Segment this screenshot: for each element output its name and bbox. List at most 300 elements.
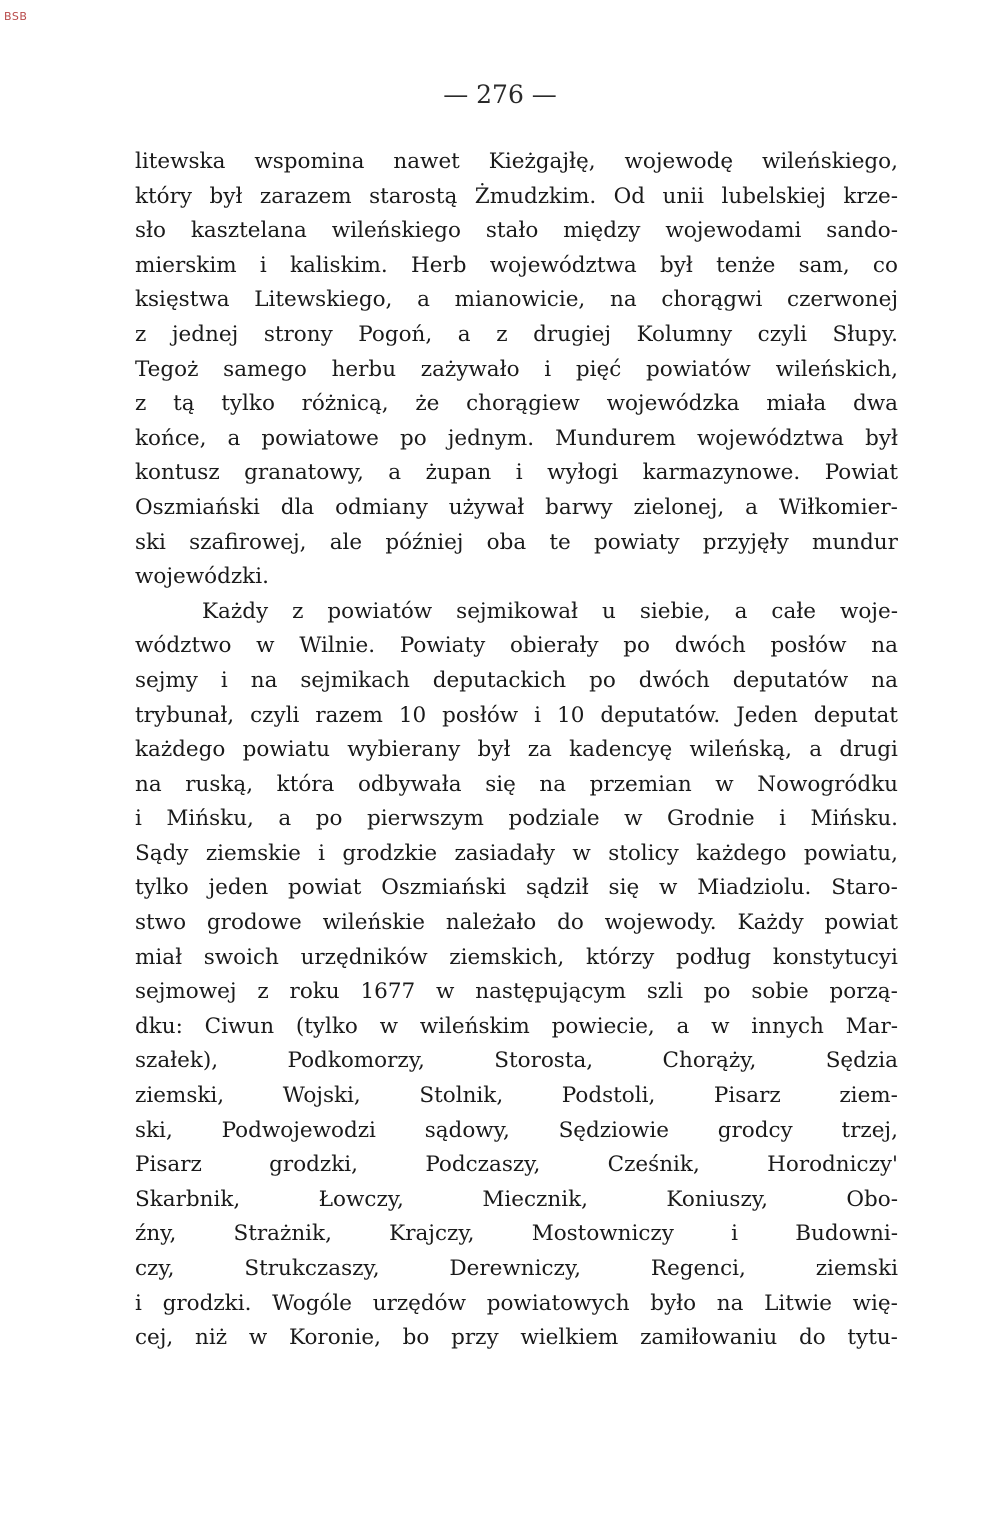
text-line xyxy=(135,1148,898,1183)
text-line xyxy=(135,975,898,1010)
text-line xyxy=(135,456,898,491)
word: wybierany xyxy=(347,737,461,763)
word: używał xyxy=(448,494,525,520)
text-line xyxy=(135,318,898,353)
word: sam, xyxy=(798,252,850,278)
word: ziemskich, xyxy=(449,944,565,970)
text-line xyxy=(135,906,898,941)
word: dwóch xyxy=(638,667,710,693)
word: Strukczaszy, xyxy=(244,1256,380,1281)
text-line xyxy=(135,802,898,837)
word: Kieżgajłę, xyxy=(488,149,596,174)
word: źny, xyxy=(135,1221,177,1247)
word: Od xyxy=(613,183,646,209)
word: ziemski xyxy=(815,1256,898,1281)
word: kaliskim. xyxy=(289,252,388,278)
word: każdego xyxy=(135,737,226,763)
word: deputatów. xyxy=(600,702,721,728)
text-line xyxy=(135,1252,898,1287)
body-text xyxy=(135,145,898,1356)
word: (tylko xyxy=(295,1013,358,1039)
word: trybunał, xyxy=(135,702,235,728)
text-line xyxy=(135,1287,898,1322)
word: powiatowych xyxy=(486,1290,630,1316)
word: a xyxy=(734,598,748,624)
word: z xyxy=(496,321,508,347)
page-number: — 276 — xyxy=(443,80,557,109)
word: posłów xyxy=(442,702,519,728)
word: i xyxy=(135,1290,142,1316)
word: wództwo xyxy=(135,633,232,659)
word: sejmowej xyxy=(135,979,237,1005)
word: deputat xyxy=(813,702,898,728)
word: był xyxy=(865,425,898,451)
word: się xyxy=(485,771,516,797)
word: i xyxy=(534,702,542,728)
word: kadencyę xyxy=(569,737,673,763)
word: całe xyxy=(771,598,816,624)
word: wileńską, xyxy=(689,737,792,763)
word: Pisarz xyxy=(713,1083,781,1109)
word: pierwszym xyxy=(366,806,484,832)
word: powiatu, xyxy=(803,840,898,866)
word: powiat xyxy=(824,910,898,936)
word: a xyxy=(676,1013,690,1039)
word: drugiej xyxy=(533,321,611,347)
word: z xyxy=(135,321,147,347)
word: wojewódzka xyxy=(606,391,740,417)
word: Skarbnik, xyxy=(135,1186,241,1212)
word: Chorąży, xyxy=(662,1048,757,1074)
word: jeden xyxy=(208,875,269,901)
word: unii xyxy=(662,183,704,209)
word: sądził xyxy=(525,875,589,901)
word: stało xyxy=(485,218,539,244)
word: posłów xyxy=(770,633,847,659)
word: z xyxy=(292,598,304,624)
word: ski, xyxy=(135,1117,173,1143)
word: w xyxy=(436,979,455,1005)
word: a xyxy=(388,460,402,486)
word: starostą xyxy=(369,183,458,209)
text-line xyxy=(135,491,898,526)
word: wojewodami xyxy=(665,218,802,244)
word: 1677 xyxy=(360,979,416,1005)
word: wojewodę xyxy=(624,149,734,174)
word: powiatów xyxy=(327,598,433,624)
word: samego xyxy=(223,356,307,382)
word: chorągwi xyxy=(661,287,763,313)
word: w xyxy=(256,633,275,659)
word: Wilnie. xyxy=(299,633,376,659)
word: kontusz xyxy=(135,460,220,486)
word: obierały xyxy=(509,633,599,659)
word: Podwojewodzi xyxy=(221,1117,376,1143)
word: za xyxy=(527,737,552,763)
word: w xyxy=(715,771,734,797)
text-line xyxy=(135,941,898,976)
word: Regenci, xyxy=(650,1256,746,1281)
word: Stolnik, xyxy=(419,1083,504,1109)
text-line xyxy=(135,526,898,561)
word: tylko xyxy=(135,875,189,901)
word: krze- xyxy=(843,183,898,209)
word: miała xyxy=(766,391,827,417)
word: województwa xyxy=(696,425,844,451)
word: Pisarz xyxy=(135,1152,202,1178)
word: na xyxy=(135,771,162,797)
word: wileńskim xyxy=(419,1013,530,1039)
word: deputatów xyxy=(732,667,849,693)
word: Mostowniczy xyxy=(531,1221,674,1247)
word: sejmikował xyxy=(456,598,579,624)
word: Sędzia xyxy=(825,1048,898,1074)
word: ziemskie xyxy=(205,840,301,866)
word: powiatów xyxy=(646,356,751,382)
word: Podczaszy, xyxy=(425,1152,541,1178)
word: po xyxy=(703,979,731,1005)
text-line xyxy=(135,1044,898,1079)
word: i xyxy=(220,667,228,693)
word: ski xyxy=(135,529,166,555)
word: barwy xyxy=(545,494,613,520)
word: Herb xyxy=(410,252,467,278)
word: Sędziowie xyxy=(558,1117,669,1143)
word: grodcy xyxy=(717,1117,793,1143)
word: między xyxy=(563,218,641,244)
word: czy, xyxy=(135,1256,175,1281)
word: herbu xyxy=(331,356,397,382)
word: i xyxy=(544,356,552,382)
word: Ciwun xyxy=(204,1013,275,1039)
word: niż xyxy=(195,1325,228,1351)
word: szałek), xyxy=(135,1048,219,1074)
word: deputackich xyxy=(432,667,567,693)
word: tenże xyxy=(716,252,776,278)
word: urzędników xyxy=(300,944,428,970)
word: wielkiem xyxy=(520,1325,619,1351)
word: mundur xyxy=(811,529,898,555)
word: tą xyxy=(173,391,195,417)
word: Wojski, xyxy=(282,1083,361,1109)
text-line xyxy=(135,1079,898,1114)
word: Cześnik, xyxy=(607,1152,700,1178)
text-line xyxy=(135,1321,898,1356)
word: wojewódzki. xyxy=(135,564,269,590)
word: Podstoli, xyxy=(561,1083,656,1109)
word: u xyxy=(601,598,616,624)
word: cej, xyxy=(135,1325,174,1351)
word: należało xyxy=(445,910,537,936)
word: Słupy. xyxy=(832,321,898,347)
word: porzą- xyxy=(829,979,898,1005)
word: Mar- xyxy=(845,1013,898,1039)
word: drugi xyxy=(839,737,898,763)
word: Sądy xyxy=(135,840,189,866)
text-line xyxy=(135,1010,898,1045)
word: na xyxy=(539,771,567,797)
word: grodzki. xyxy=(162,1290,252,1316)
word: w xyxy=(711,1013,730,1039)
word: i xyxy=(779,806,786,832)
text-line xyxy=(135,214,898,249)
word: Koronie, xyxy=(288,1325,381,1351)
word: miał xyxy=(135,944,183,970)
word: sando- xyxy=(826,218,898,244)
word: stolicy xyxy=(608,840,679,866)
word: na xyxy=(871,667,898,693)
word: Koniuszy, xyxy=(666,1186,768,1212)
word: Mundurem xyxy=(555,425,676,451)
word: wileńskich, xyxy=(775,356,898,382)
word: w xyxy=(624,806,643,832)
word: powiaty xyxy=(593,529,680,555)
word: Wiłkomier- xyxy=(778,494,898,520)
word: po xyxy=(315,806,343,832)
word: sobie xyxy=(751,979,809,1005)
word: jednym. xyxy=(447,425,535,451)
word: Wogóle xyxy=(272,1290,353,1316)
word: nawet xyxy=(393,149,460,174)
word: grodzki, xyxy=(269,1152,358,1178)
word: urzędów xyxy=(372,1290,467,1316)
word: Powiaty xyxy=(399,633,486,659)
word: był xyxy=(477,737,511,763)
text-line xyxy=(135,664,898,699)
word: chorągiew xyxy=(466,391,580,417)
word: Strażnik, xyxy=(233,1221,332,1247)
word: Oszmiański xyxy=(381,875,507,901)
word: Krajczy, xyxy=(389,1221,475,1247)
word: wyłogi xyxy=(547,460,619,486)
word: mierskim xyxy=(135,252,237,278)
word: oba xyxy=(486,529,527,555)
word: ruską, xyxy=(185,771,254,797)
word: wileńskiego xyxy=(331,218,461,244)
word: podziale xyxy=(508,806,600,832)
word: księstwa xyxy=(135,287,230,313)
word: powiatowe xyxy=(261,425,379,451)
word: po xyxy=(399,425,427,451)
word: wileńskie xyxy=(322,910,425,936)
text-line xyxy=(135,180,898,215)
word: powiatu xyxy=(242,737,330,763)
word: zażywało xyxy=(420,356,520,382)
word: strony xyxy=(263,321,333,347)
word: z xyxy=(257,979,269,1005)
text-line xyxy=(135,1114,898,1149)
word: i xyxy=(259,252,267,278)
word: Kolumny xyxy=(636,321,733,347)
word: wileńskiego, xyxy=(762,149,898,174)
word: że xyxy=(415,391,440,417)
word: a xyxy=(227,425,241,451)
word: wspomina xyxy=(254,149,365,174)
word: i xyxy=(318,840,326,866)
word: mianowicie, xyxy=(454,287,586,313)
word: a xyxy=(457,321,471,347)
word: swoich xyxy=(203,944,279,970)
text-line xyxy=(135,387,898,422)
word: Mińsku. xyxy=(810,806,898,832)
word: wię- xyxy=(852,1290,898,1316)
word: Storosta, xyxy=(494,1048,594,1074)
word: zamiłowaniu xyxy=(640,1325,778,1351)
word: na xyxy=(609,287,637,313)
word: Miecznik, xyxy=(482,1186,588,1212)
word: granatowy, xyxy=(244,460,364,486)
word: ale xyxy=(329,529,363,555)
word: po xyxy=(623,633,650,659)
text-line xyxy=(135,560,898,595)
word: Jeden xyxy=(736,702,798,728)
word: Horodniczy' xyxy=(767,1152,898,1178)
word: Staro- xyxy=(831,875,898,901)
word: a xyxy=(417,287,430,313)
word: pięć xyxy=(575,356,622,382)
word: województwa xyxy=(489,252,637,278)
word: w xyxy=(379,1013,399,1039)
word: Tegoż xyxy=(135,356,199,382)
word: Budowni- xyxy=(795,1221,898,1247)
word: lubelskiej xyxy=(721,183,826,209)
word: tytu- xyxy=(847,1325,898,1351)
word: razem xyxy=(315,702,383,728)
word: Podkomorzy, xyxy=(287,1048,425,1074)
word: na xyxy=(716,1290,744,1316)
word: grodowe xyxy=(206,910,302,936)
word: i xyxy=(515,460,523,486)
word: Powiat xyxy=(824,460,898,486)
word: kasztelana xyxy=(190,218,307,244)
word: a xyxy=(745,494,758,520)
word: konstytucyi xyxy=(772,944,898,970)
word: i xyxy=(135,806,142,832)
word: 10 xyxy=(557,702,585,728)
word: dwa xyxy=(852,391,898,417)
word: Żmudzkim. xyxy=(474,183,597,209)
word: był xyxy=(659,252,693,278)
word: co xyxy=(872,252,898,278)
word: każdego xyxy=(696,840,787,866)
word: Derewniczy, xyxy=(449,1256,582,1281)
word: Grodnie xyxy=(666,806,755,832)
word: Obo- xyxy=(846,1186,898,1212)
word: żupan xyxy=(425,460,492,486)
text-line xyxy=(135,699,898,734)
word: na xyxy=(250,667,278,693)
word: którzy xyxy=(585,944,655,970)
text-line xyxy=(135,768,898,803)
word: Pogoń, xyxy=(358,321,433,347)
word: odmiany xyxy=(335,494,428,520)
word: czerwonej xyxy=(787,287,898,313)
word: w xyxy=(248,1325,268,1351)
word: szafirowej, xyxy=(189,529,307,555)
text-line xyxy=(135,283,898,318)
word: powiecie, xyxy=(551,1013,655,1039)
word: karmazynowe. xyxy=(642,460,801,486)
word: szli xyxy=(646,979,683,1005)
word: sło xyxy=(135,218,166,244)
word: woje- xyxy=(839,598,898,624)
word: innych xyxy=(751,1013,824,1039)
word: zielonej, xyxy=(633,494,725,520)
word: Litwie xyxy=(764,1290,832,1316)
text-line xyxy=(135,871,898,906)
word: i xyxy=(731,1221,739,1247)
word: Nowogródku xyxy=(757,771,898,797)
word: powiat xyxy=(288,875,362,901)
word: Miadziolu. xyxy=(697,875,812,901)
word: przy xyxy=(451,1325,499,1351)
word: dla xyxy=(280,494,315,520)
word: zarazem xyxy=(259,183,352,209)
word: Oszmiański xyxy=(135,494,260,520)
word: siebie, xyxy=(639,598,711,624)
word: czyli xyxy=(757,321,807,347)
word: odbywała xyxy=(357,771,462,797)
text-line xyxy=(135,837,898,872)
word: następującym xyxy=(475,979,626,1005)
text-line xyxy=(135,422,898,457)
word: stwo xyxy=(135,910,187,936)
word: litewska xyxy=(135,149,226,174)
word: z xyxy=(135,391,147,417)
word: do xyxy=(557,910,584,936)
word: po xyxy=(589,667,616,693)
word: się xyxy=(608,875,640,901)
word: który xyxy=(135,183,193,209)
word: na xyxy=(871,633,898,659)
word: było xyxy=(650,1290,697,1316)
word: różnicą, xyxy=(301,391,389,417)
text-line xyxy=(135,1183,898,1218)
word: Każdy xyxy=(737,910,804,936)
text-line xyxy=(135,629,898,664)
word: wojewody. xyxy=(604,910,717,936)
text-line xyxy=(135,1217,898,1252)
word: sejmy xyxy=(135,667,198,693)
word: trzej, xyxy=(841,1117,898,1143)
word: dwóch xyxy=(674,633,746,659)
word: przyjęły xyxy=(702,529,789,555)
text-line xyxy=(135,145,898,180)
word: do xyxy=(798,1325,826,1351)
word: dku: xyxy=(135,1013,183,1039)
word: 10 xyxy=(398,702,427,728)
word: później xyxy=(385,529,464,555)
word: sejmikach xyxy=(300,667,410,693)
word: która xyxy=(276,771,335,797)
word: grodzkie xyxy=(342,840,438,866)
word: a xyxy=(809,737,823,763)
word: tylko xyxy=(221,391,275,417)
library-watermark: BSB xyxy=(4,10,28,23)
text-line xyxy=(135,733,898,768)
word: końce, xyxy=(135,425,207,451)
word: Mińsku, xyxy=(166,806,254,832)
word: Łowczy, xyxy=(318,1186,404,1212)
word: podług xyxy=(675,944,752,970)
word: te xyxy=(549,529,571,555)
word: roku xyxy=(289,979,340,1005)
word: w xyxy=(572,840,591,866)
word: przemian xyxy=(589,771,692,797)
word: jednej xyxy=(171,321,239,347)
word: sądowy, xyxy=(424,1117,510,1143)
word: w xyxy=(659,875,678,901)
